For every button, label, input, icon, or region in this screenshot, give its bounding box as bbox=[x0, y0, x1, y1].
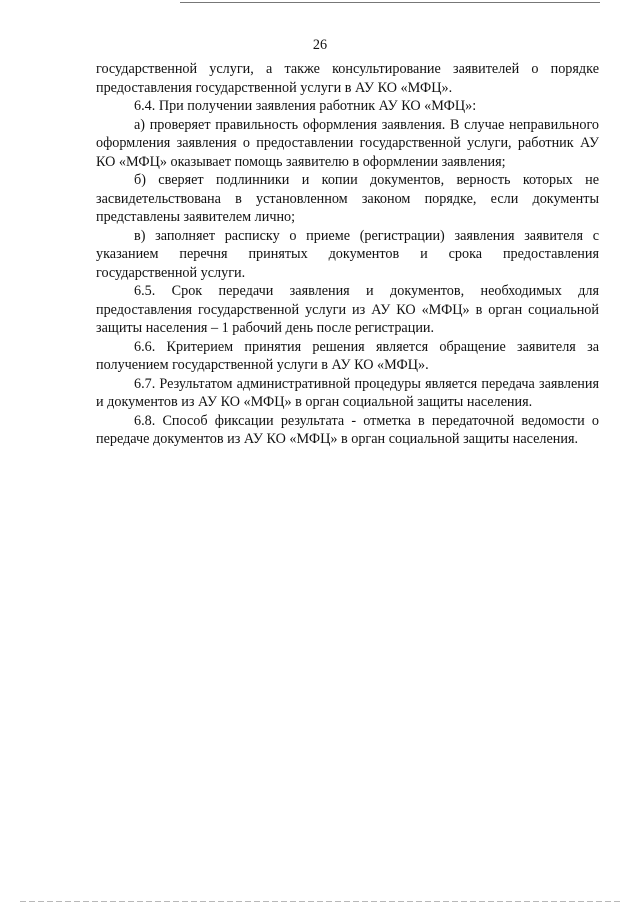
paragraph-6-4-a: а) проверяет правильность оформления заявления. В случае неправильного оформления заявления о предоставлении государственной услуги, работник АУ КО «МФЦ» оказывает помощь заявителю в оформлении заявления; bbox=[96, 116, 599, 170]
scan-edge-bottom bbox=[20, 901, 620, 902]
scan-edge-top bbox=[180, 2, 600, 3]
paragraph-6-8: 6.8. Способ фиксации результата - отметка в передаточной ведомости о передаче документов из АУ КО «МФЦ» в орган социальной защиты населения. bbox=[96, 412, 599, 447]
paragraph-intro: государственной услуги, а также консультирование заявителей о порядке предоставления государственной услуги в АУ КО «МФЦ». bbox=[96, 61, 599, 96]
paragraph-6-7: 6.7. Результатом административной процедуры является передача заявления и документов из АУ КО «МФЦ» в орган социальной защиты населения. bbox=[96, 375, 599, 410]
page-number: 26 bbox=[312, 37, 328, 53]
paragraph-6-4-b: б) сверяет подлинники и копии документов, верность которых не засвидетельствована в установленном законом порядке, если документы представлены заявителем лично; bbox=[96, 172, 599, 225]
paragraph-6-4: 6.4. При получении заявления работник АУ КО «МФЦ»: bbox=[134, 98, 477, 114]
paragraph-6-6: 6.6. Критерием принятия решения является обращение заявителя за получением государственной услуги в АУ КО «МФЦ». bbox=[96, 338, 599, 373]
paragraph-6-5: 6.5. Срок передачи заявления и документов, необходимых для предоставления государственной услуги из АУ КО «МФЦ» в орган социальной защиты населения – 1 рабочий день после регистрации. bbox=[96, 283, 599, 336]
document-body bbox=[96, 60, 599, 449]
paragraph-6-4-c: в) заполняет расписку о приеме (регистрации) заявления заявителя с указанием перечня принятых документов и срока предоставления государственной услуги. bbox=[96, 227, 599, 281]
